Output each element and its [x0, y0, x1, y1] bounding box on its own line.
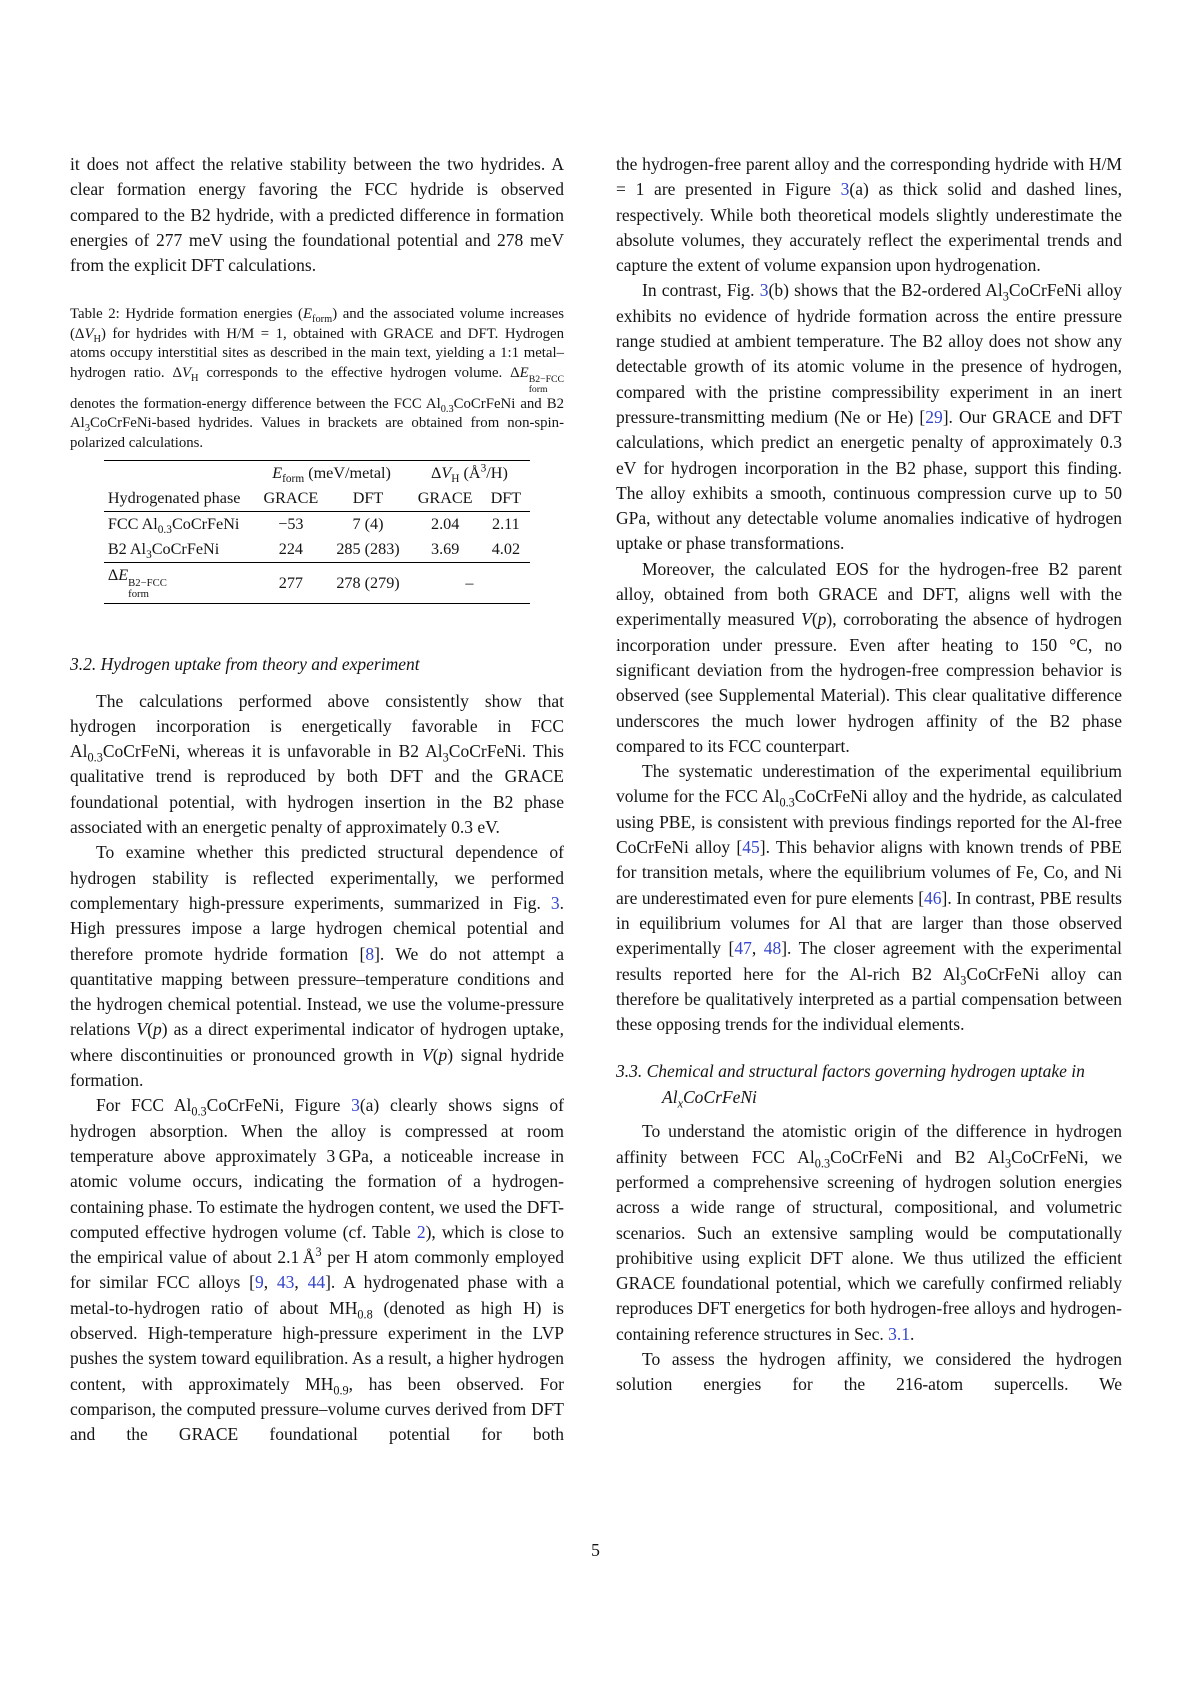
delta-eform-label: ΔE B2−FCC form	[107, 566, 167, 600]
eform-group-header: $E_{form}$ (meV/metal)	[272, 464, 391, 486]
body-paragraph: the hydrogen-free parent alloy and the corresponding hydride with H/M = 1 are presented in Figure 3(a) as thick solid and dashed lines, respectively. While both theoretical models slightly underestimate the absolute volumes, they accurately reflect the experimental trends and capture the extent of volume expansion upon hydrogenation.	[616, 154, 1122, 276]
fig3a-link[interactable]: 3	[351, 1095, 360, 1116]
table-2	[104, 460, 530, 604]
sec-31-link[interactable]: 3.1	[888, 1323, 910, 1344]
grace-eform-cell: 224	[254, 537, 327, 563]
ref-29-link[interactable]: 29	[925, 406, 943, 427]
body-paragraph: The systematic underestimation of the experimental equilibrium volume for the FCC $Al_{0.3}CoCrFeNi$ alloy and the hydride, as calculated using PBE, is consistent with previous findings reported for the Al-free CoCrFeNi alloy [45]. This behavior aligns with known trends of PBE for transition metals, where the equilibrium volumes of Fe, Co, and Ni are underestimated even for pure elements [46]. In contrast, PBE results in equilibrium volumes for Al that are larger than those observed experimentally [47, 48]. The closer agreement with the experimental results reported here for the Al-rich B2 $Al_3CoCrFeNi$ alloy can therefore be qualitatively interpreted as a partial compensation between these opposing trends for the individual elements.	[616, 761, 1122, 1035]
table-row-fcc	[104, 512, 530, 538]
ref-9-link[interactable]: 9	[254, 1272, 264, 1293]
fig3a-link-2[interactable]: 3	[840, 179, 850, 200]
dvh-dash-cell: –	[465, 573, 474, 592]
ref-45-link[interactable]: 45	[742, 837, 760, 858]
dft-dvh-cell: 4.02	[482, 537, 531, 563]
dft-eform-cell: 7 (4)	[352, 515, 384, 534]
table-2-caption: Table 2: Hydride formation energies $(E_{form})$ and the associated volume increases $(\Delta V_H)$ for hydrides with H/M = 1, obtained with GRACE and DFT. Hydrogen atoms occupy interstitial sites as described in the main text, yielding a 1:1 metal–hydrogen ratio. $\Delta V_H$ corresponds to the effective hydrogen volume. ΔE B2−FCC form denotes the formation-energy difference between the FCC $Al_{0.3}CoCrFeNi$ and B2 $Al_3CoCrFeNi$-based hydrides. Values in brackets are obtained from non-spin-polarized calculations.	[70, 306, 565, 451]
grace-dvh-cell: 3.69	[409, 537, 482, 563]
body-paragraph: it does not affect the relative stability between the two hydrides. A clear formation energy favoring the FCC hydride is observed compared to the B2 hydride, with a predicted difference in formation energies of 277 meV using the foundational potential and 278 meV from the explicit DFT calculations.	[70, 154, 564, 276]
page-number: 5	[591, 1540, 600, 1560]
empty-header-cell	[104, 461, 255, 487]
dft-eform-column-header: DFT	[327, 486, 408, 512]
dft-eform-cell: 285 (283)	[327, 537, 408, 563]
ref-48-link[interactable]: 48	[763, 938, 782, 959]
phase-cell: B2 $Al_3CoCrFeNi$	[104, 537, 255, 563]
table-subheader-row	[104, 486, 530, 512]
body-paragraph: In contrast, Fig. 3(b) shows that the B2-ordered $Al_3CoCrFeNi$ alloy exhibits no evidence of hydride formation across the entire pressure range studied at ambient temperature. The B2 alloy does not show any detectable growth of its atomic volume in the presence of hydrogen, compared with the pristine compressibility experiment in an inert pressure-transmitting medium (Ne or He) [29]. Our GRACE and DFT calculations, which predict an energetic penalty of approximately 0.3 eV for hydrogen incorporation in the B2 phase, support this finding. The alloy exhibits a smooth, continuous compression curve up to 50 GPa, without any detectable volume anomalies indicative of hydrogen uptake or phase transformations.	[616, 280, 1122, 554]
ref-8-link[interactable]: 8	[365, 943, 375, 964]
fig3b-link[interactable]: 3	[759, 280, 769, 301]
section-heading-3-3: 3.3. Chemical and structural factors governing hydrogen uptake in $Al_xCoCrFeNi$	[616, 1061, 1085, 1111]
ref-44-link[interactable]: 44	[307, 1272, 326, 1293]
left-column	[70, 152, 564, 1447]
table-row-b2	[104, 537, 530, 563]
phase-cell: FCC $Al_{0.3}CoCrFeNi$	[107, 515, 240, 537]
dft-dvh-column-header: DFT	[482, 486, 531, 512]
ref-47-link[interactable]: 47	[734, 938, 752, 959]
grace-eform-column-header: GRACE	[254, 486, 327, 512]
grace-dvh-cell: 2.04	[430, 515, 460, 534]
body-paragraph: To understand the atomistic origin of the difference in hydrogen affinity between FCC $Al_{0.3}CoCrFeNi$ and B2 $Al_3CoCrFeNi$, we performed a comprehensive screening of hydrogen solution energies across a wide range of structural, compositional, and volumetric scenarios. Such an extensive sampling would be computationally prohibitive using explicit DFT alone. We thus utilized the efficient GRACE foundational potential, which we carefully confirmed reliably reproduces DFT energetics for both hydrogen-free alloys and hydrogen-containing reference structures in Sec. 3.1.	[616, 1121, 1123, 1344]
fig3-link[interactable]: 3	[550, 892, 560, 913]
phase-column-header: Hydrogenated phase	[104, 486, 255, 512]
ref-46-link[interactable]: 46	[924, 887, 942, 908]
body-paragraph: For FCC $Al_{0.3}CoCrFeNi$, Figure 3(a) clearly shows signs of hydrogen absorption. When the alloy is compressed at room temperature above approximately 3 GPa, a noticeable increase in atomic volume occurs, indicating the formation of a hydrogen-containing phase. To estimate the hydrogen content, we used the DFT-computed effective hydrogen volume (cf. Table 2), which is close to the empirical value of about 2.1 $Å^3$ per H atom commonly employed for similar FCC alloys [9, 43, 44]. A hydrogenated phase with a metal-to-hydrogen ratio of about $MH_{0.8}$ (denoted as high H) is observed. High-temperature high-pressure experiment in the LVP pushes the system toward equilibration. As a result, a higher hydrogen content, with approximately $MH_{0.9}$, has been observed. For comparison, the computed pressure–volume curves derived from DFT and the GRACE foundational potential for both	[70, 1095, 565, 1445]
body-paragraph: The calculations performed above consistently show that hydrogen incorporation is energetically favorable in FCC $Al_{0.3}CoCrFeNi$, whereas it is unfavorable in B2 $Al_3CoCrFeNi$. This qualitative trend is reproduced by both DFT and the GRACE foundational potential, with hydrogen insertion in the B2 phase associated with an energetic penalty of approximately 0.3 eV.	[70, 690, 564, 838]
body-paragraph: To assess the hydrogen affinity, we considered the hydrogen solution energies for the 216-atom supercells. We	[616, 1349, 1122, 1395]
dvh-group-header: $\Delta V_H$ $(Å^3/H)$	[430, 462, 508, 486]
right-column	[616, 152, 1122, 1398]
section-heading-3-2: 3.2. Hydrogen uptake from theory and experiment	[70, 654, 420, 675]
grace-delta-cell: 277	[278, 573, 304, 592]
body-paragraph: To examine whether this predicted structural dependence of hydrogen stability is reflected experimentally, we performed complementary high-pressure experiments, summarized in Fig. 3. High pressures impose a large hydrogen chemical potential and therefore promote hydride formation [8]. We do not attempt a quantitative mapping between pressure–temperature conditions and the hydrogen chemical potential. Instead, we use the volume-pressure relations V(p) as a direct experimental indicator of hydrogen uptake, where discontinuities or pronounced growth in V(p) signal hydride formation.	[70, 842, 565, 1091]
table-group-header-row	[104, 461, 530, 487]
ref-43-link[interactable]: 43	[276, 1272, 295, 1293]
table2-link[interactable]: 2	[416, 1221, 426, 1242]
table-row-delta-eform	[104, 563, 530, 604]
dft-dvh-cell: 2.11	[492, 515, 520, 534]
body-paragraph: Moreover, the calculated EOS for the hydrogen-free B2 parent alloy, obtained from both GRACE and DFT, aligns well with the experimentally measured V(p), corroborating the absence of hydrogen incorporation under pressure. Even after heating to 150 °C, no significant deviation from the hydrogen-free compression behavior is observed (see Supplemental Material). This clear qualitative difference underscores the much lower hydrogen affinity of the B2 phase compared to its FCC counterpart.	[616, 558, 1122, 756]
grace-dvh-column-header: GRACE	[409, 486, 482, 512]
grace-eform-cell: −53	[278, 515, 304, 534]
dft-delta-cell: 278 (279)	[336, 573, 400, 592]
